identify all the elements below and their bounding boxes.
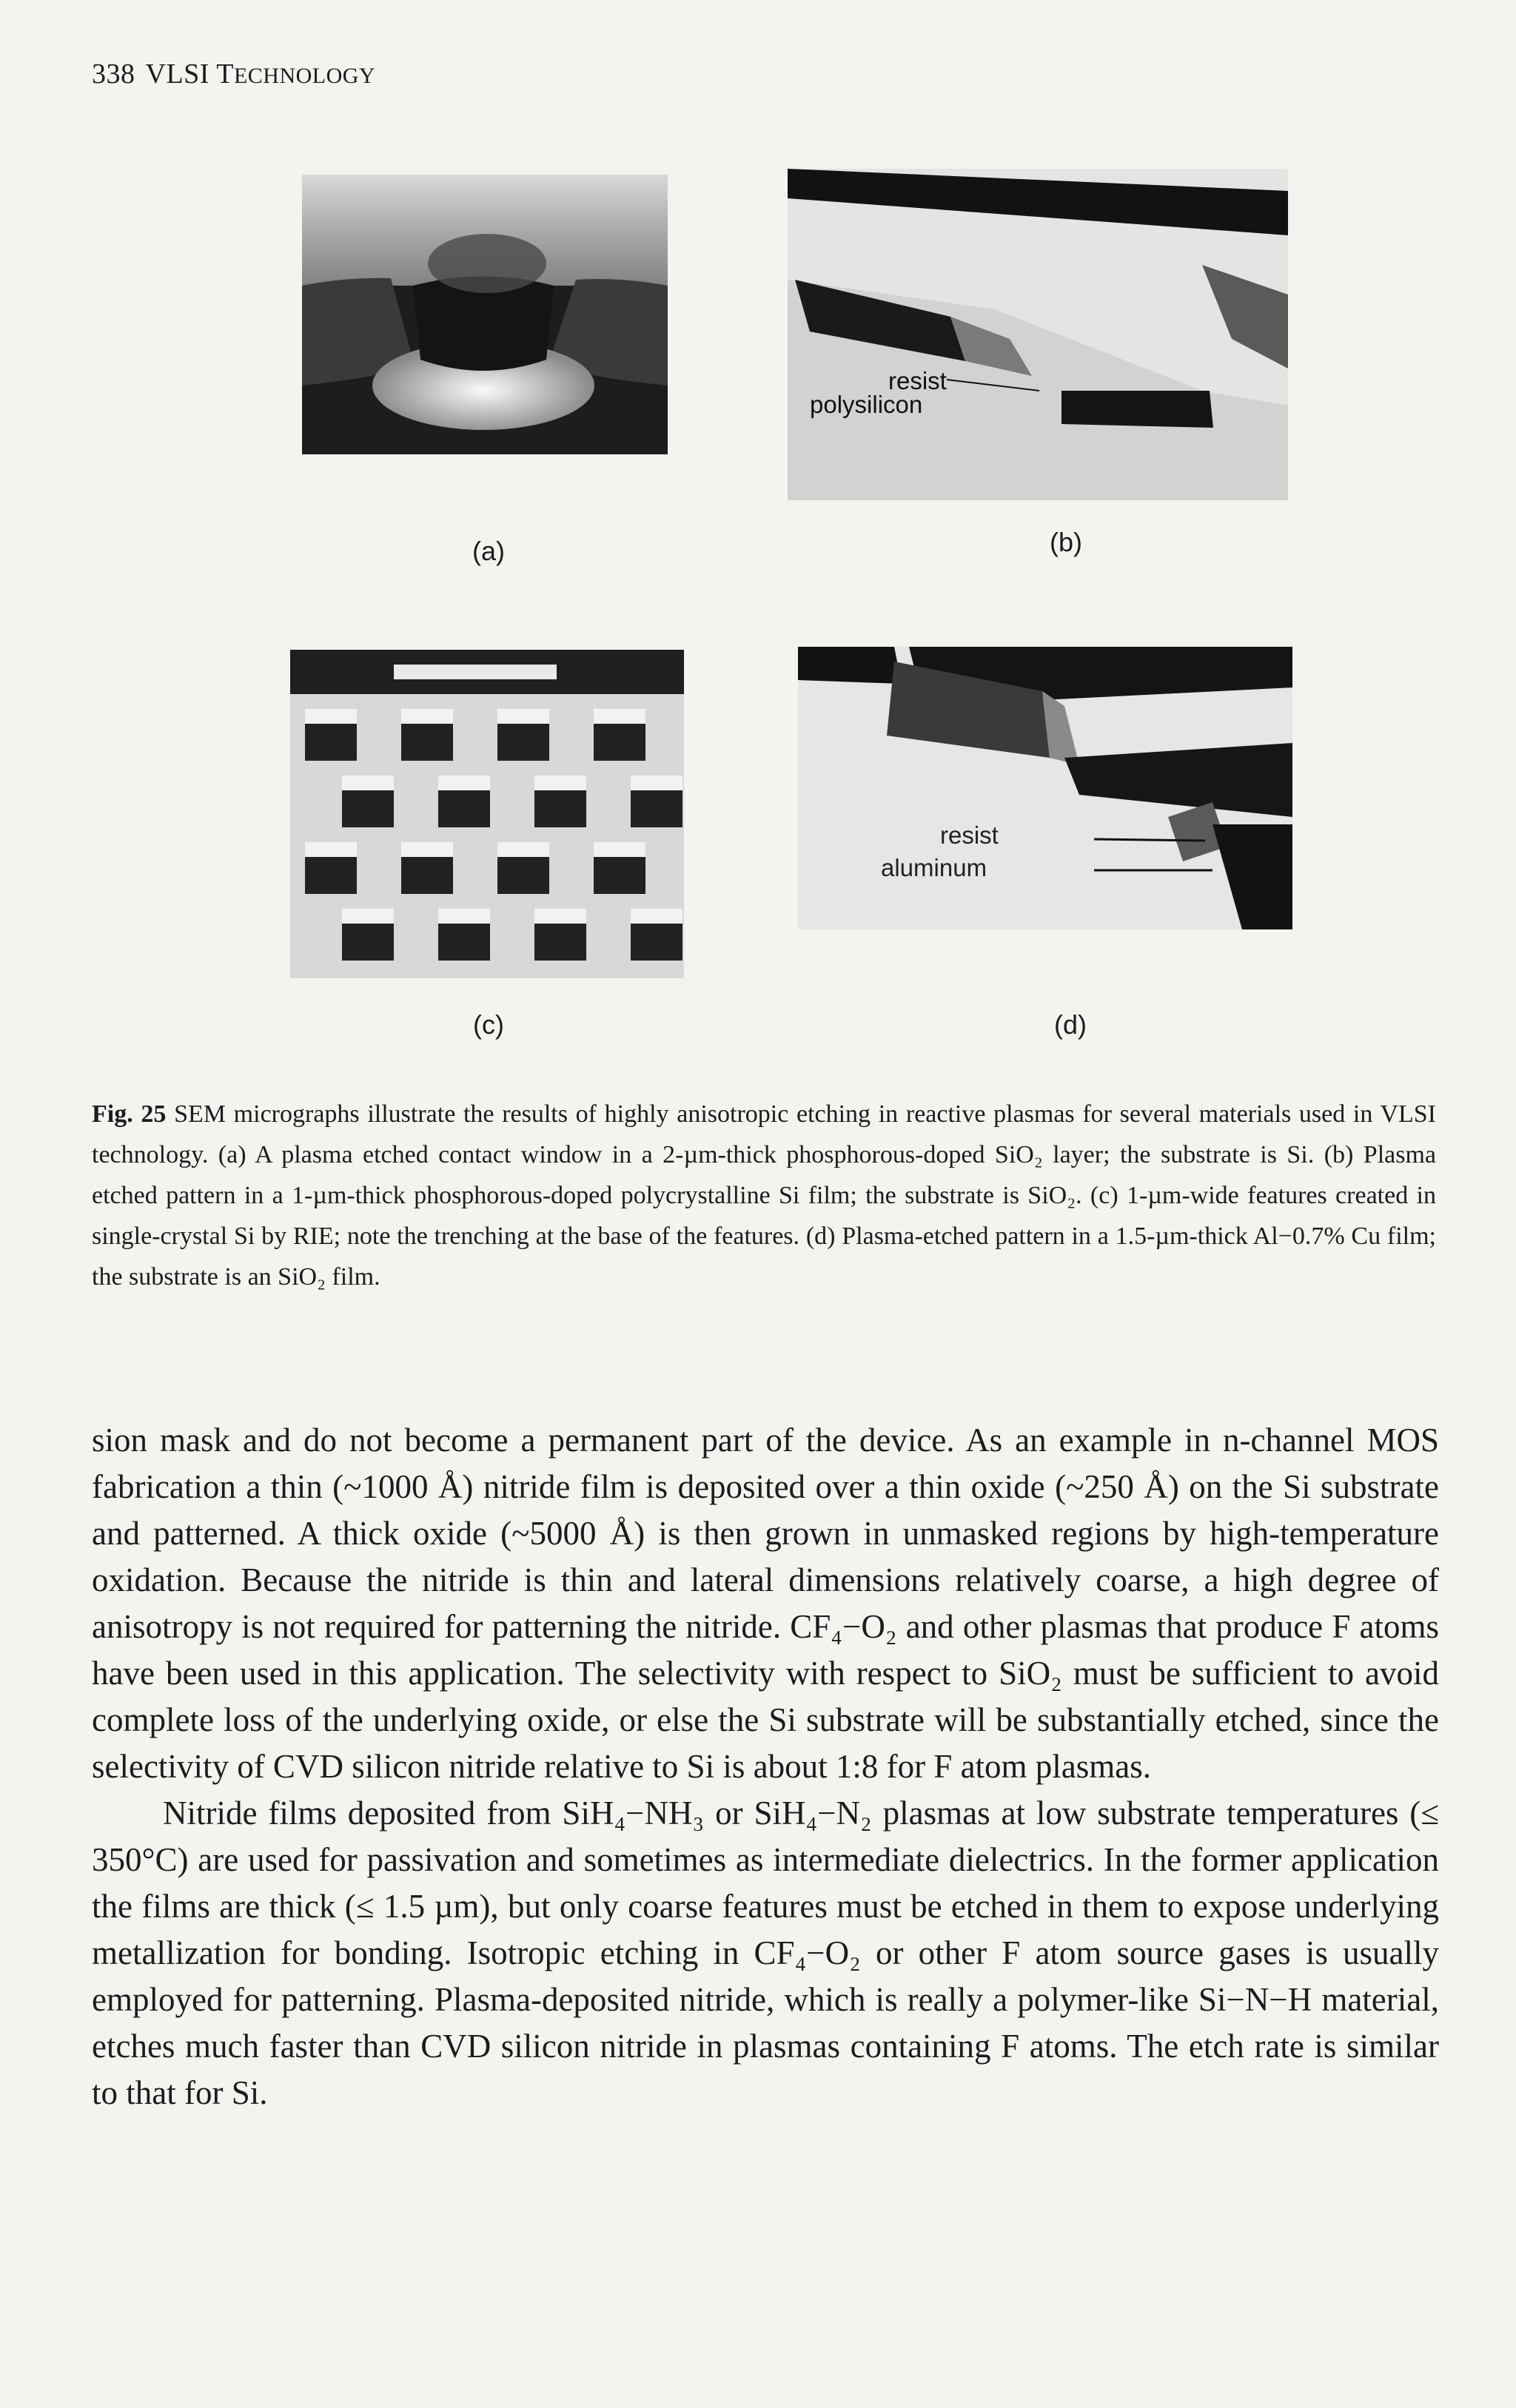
- body-text: [92, 1417, 1439, 2116]
- micrograph-d: [798, 647, 1292, 929]
- annotation-d-resist: resist: [940, 821, 999, 849]
- header-title-lead: VLSI T: [145, 58, 234, 90]
- running-header: [92, 58, 375, 90]
- body-paragraph-1: sion mask and do not become a permanent part of the device. As an example in n-channel MOS fabrication a thin (~1000 Å) nitride film is deposited over a thin oxide (~250 Å) on the Si substrate and patterned. A thick oxide (~5000 Å) is then grown in unmasked regions by high-temperature oxidation. Because the nitride is thin and lateral dimensions relatively coarse, a high degree of anisotropy is not required for patterning the nitride. CF₄−O₂ and other plasmas that produce F atoms have been used in this application. The selectivity with respect to SiO₂ must be sufficient to avoid complete loss of the underlying oxide, or else the Si substrate will be substantially etched, since the selectivity of CVD silicon nitride relative to Si is about 1:8 for F atom plasmas.: [92, 1422, 1439, 1785]
- panel-label-b: (b): [1050, 527, 1082, 557]
- figure-caption: [92, 1094, 1436, 1297]
- page-number: 338: [92, 58, 135, 90]
- annotation-d-aluminum: aluminum: [881, 854, 987, 881]
- header-title-rest: ECHNOLOGY: [233, 64, 376, 88]
- annotation-b-polysilicon: polysilicon: [810, 391, 923, 418]
- body-paragraph-2: Nitride films deposited from SiH₄−NH₃ or SiH₄−N₂ plasmas at low substrate temperatures (≤ 350°C) are used for passivation and sometimes as intermediate dielectrics. In the former application the films are thick (≤ 1.5 µm), but only coarse features must be etched in them to expose underlying metallization for bonding. Isotropic etching in CF₄−O₂ or other F atom source gases is usually employed for patterning. Plasma-deposited nitride, which is really a polymer-like Si−N−H material, etches much faster than CVD silicon nitride in plasmas containing F atoms. The etch rate is similar to that for Si.: [92, 1795, 1439, 2111]
- panel-label-d: (d): [1054, 1009, 1087, 1040]
- micrograph-a: [302, 175, 668, 454]
- micrograph-c: [290, 650, 684, 978]
- micrograph-b: [788, 169, 1288, 500]
- figure-label: Fig. 25: [92, 1100, 167, 1128]
- caption-text: SEM micrographs illustrate the results of highly anisotropic etching in reactive plasmas for several materials used in VLSI technology. (a) A plasma etched contact window in a 2-µm-thick phosphorous-doped SiO₂ layer; the substrate is Si. (b) Plasma etched pattern in a 1-µm-thick phosphorous-doped polycrystalline Si film; the substrate is SiO₂. (c) 1-µm-wide features created in single-crystal Si by RIE; note the trenching at the base of the features. (d) Plasma-etched pattern in a 1.5-µm-thick Al−0.7% Cu film; the substrate is an SiO₂ film.: [92, 1100, 1437, 1291]
- panel-label-a: (a): [472, 536, 505, 566]
- panel-label-c: (c): [473, 1009, 504, 1040]
- annotation-b-resist: resist: [888, 367, 947, 394]
